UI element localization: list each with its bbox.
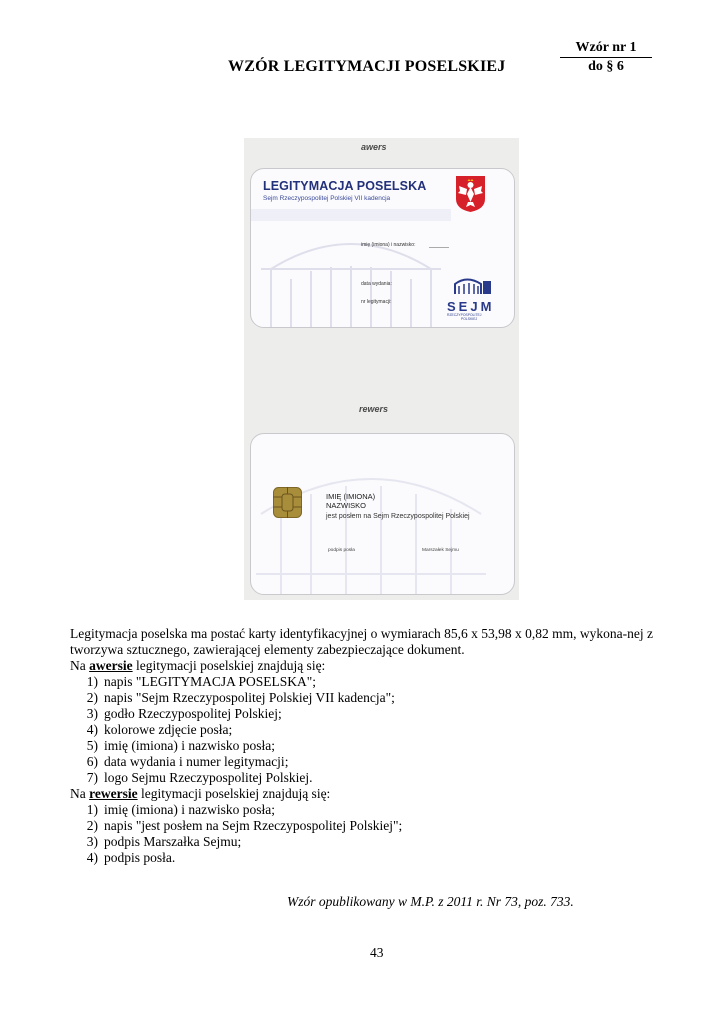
back-side-label: rewers [359,404,389,414]
mp-signature-label: podpis posła [328,548,355,553]
list-item [70,818,675,834]
list-item-text: logo Sejmu Rzeczypospolitej Polskiej. [104,770,313,785]
sejm-building-watermark [251,209,451,327]
list-item [70,674,675,690]
list-item-text: data wydania i numer legitymacji; [104,754,289,769]
sejm-logo-subtext-1: RZECZYPOSPOLITEJ [447,313,482,317]
card-title: LEGITYMACJA POSELSKA [263,179,427,193]
first-name-label: IMIĘ (IMIONA) [326,492,376,501]
marshal-signature-label: Marszałek Sejmu [422,548,459,553]
list-item-text: kolorowe zdjęcie posła; [104,722,233,737]
chip-icon [273,487,302,518]
list-item [70,770,675,786]
publication-note: Wzór opublikowany w M.P. z 2011 r. Nr 73, poz. 733. [287,894,574,909]
name-field-line [429,247,449,248]
card-scan-image [244,138,519,600]
sejm-building-icon [447,275,499,295]
list-item-number: 4) [86,850,98,865]
list-item-number: 1) [86,674,98,689]
description-text [70,626,675,866]
list-item-text: imię (imiona) i nazwisko posła; [104,738,275,753]
list-item [70,706,675,722]
sejm-logo-subtext-2: POLSKIEJ [461,317,478,321]
sejm-logo-text: SEJM [447,299,495,314]
list-item [70,802,675,818]
polish-emblem-icon [455,175,486,213]
front-intro: Na awersie legitymacji poselskiej znajdują się: [70,658,326,673]
surname-label: NAZWISKO [326,501,367,510]
list-item-number: 3) [86,834,98,849]
paragraph-reference: do § 6 [588,59,624,74]
list-item-text: napis "jest posłem na Sejm Rzeczypospolitej Polskiej"; [104,818,403,833]
card-description: Legitymacja poselska ma postać karty identyfikacyjnej o wymiarach 85,6 x 53,98 x 0,82 mm, wykona-nej z tworzywa sztucznego, zawierającej elementy zabezpieczające dokument. [70,626,653,657]
card-front [250,168,515,328]
list-item-number: 2) [86,690,98,705]
card-number-label: nr legitymacji: [361,299,392,305]
list-item-text: podpis posła. [104,850,176,865]
list-item-text: napis "LEGITYMACJA POSELSKA"; [104,674,317,689]
list-item-text: godło Rzeczypospolitej Polskiej; [104,706,282,721]
form-reference [560,40,652,75]
page-title: WZÓR LEGITYMACJI POSELSKIEJ [228,58,506,75]
list-item [70,834,675,850]
list-item-number: 7) [86,770,98,785]
list-item-text: napis "Sejm Rzeczypospolitej Polskiej VII kadencja"; [104,690,395,705]
list-item [70,738,675,754]
list-item [70,850,675,866]
back-name-block [326,492,375,510]
list-item [70,722,675,738]
issue-date-label: data wydania: [361,281,392,287]
list-item-number: 6) [86,754,98,769]
front-items-list [70,674,675,786]
list-item-number: 1) [86,802,98,817]
name-field-label: imię (imiona) i nazwisko: [361,242,416,248]
page-number: 43 [370,945,384,960]
card-back [250,433,515,595]
front-keyword: awersie [89,658,133,673]
list-item [70,754,675,770]
card-subtitle: Sejm Rzeczypospolitej Polskiej VII kadencja [263,195,391,202]
back-items-list [70,802,675,866]
list-item [70,690,675,706]
back-keyword: rewersie [89,786,138,801]
list-item-number: 2) [86,818,98,833]
sejm-building-watermark [251,454,491,594]
list-item-text: podpis Marszałka Sejmu; [104,834,242,849]
form-number: Wzór nr 1 [560,40,652,58]
sejm-logo [447,275,499,323]
list-item-number: 3) [86,706,98,721]
list-item-number: 5) [86,738,98,753]
back-intro: Na rewersie legitymacji poselskiej znajdują się: [70,786,331,801]
mp-statement: jest posłem na Sejm Rzeczypospolitej Polskiej [326,513,470,520]
front-side-label: awers [361,142,387,152]
list-item-text: imię (imiona) i nazwisko posła; [104,802,275,817]
list-item-number: 4) [86,722,98,737]
